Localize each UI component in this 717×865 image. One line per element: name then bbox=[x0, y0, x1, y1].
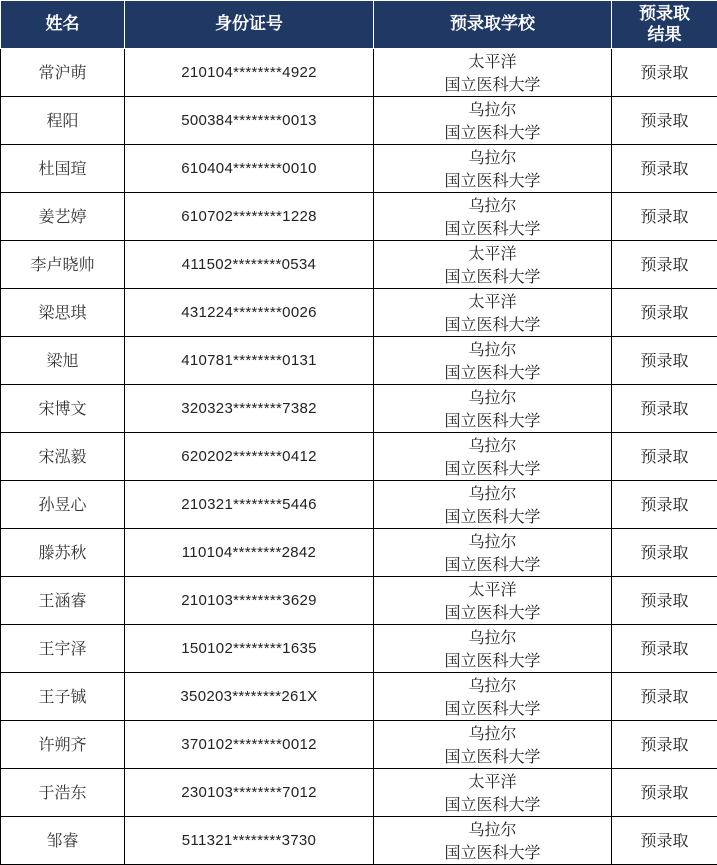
header-name: 姓名 bbox=[1, 1, 125, 49]
id-number-cell: 110104********2842 bbox=[125, 529, 374, 577]
id-number-cell: 350203********261X bbox=[125, 673, 374, 721]
table-row bbox=[1, 625, 717, 673]
student-name-cell: 梁旭 bbox=[1, 337, 125, 385]
school-name-line2: 国立医科大学 bbox=[444, 650, 541, 670]
school-name-line2: 国立医科大学 bbox=[444, 362, 541, 382]
school-cell bbox=[374, 673, 612, 721]
table-row bbox=[1, 241, 717, 289]
table-row bbox=[1, 385, 717, 433]
result-cell: 预录取 bbox=[612, 49, 717, 97]
table-row bbox=[1, 337, 717, 385]
school-name-line2: 国立医科大学 bbox=[444, 698, 541, 718]
table-row bbox=[1, 49, 717, 97]
school-name-line2: 国立医科大学 bbox=[444, 842, 541, 862]
result-cell: 预录取 bbox=[612, 385, 717, 433]
school-name-line1: 乌拉尔 bbox=[468, 147, 517, 167]
school-name-line1: 乌拉尔 bbox=[468, 99, 517, 119]
student-name-cell: 邹睿 bbox=[1, 817, 125, 865]
school-name-line2: 国立医科大学 bbox=[444, 410, 541, 430]
school-name-line1: 乌拉尔 bbox=[468, 531, 517, 551]
student-name-cell: 姜艺婷 bbox=[1, 193, 125, 241]
table-row bbox=[1, 193, 717, 241]
school-name-line1: 太平洋 bbox=[468, 771, 517, 791]
school-name-line1: 乌拉尔 bbox=[468, 195, 517, 215]
id-number-cell: 511321********3730 bbox=[125, 817, 374, 865]
id-number-cell: 210104********4922 bbox=[125, 49, 374, 97]
student-name-cell: 程阳 bbox=[1, 97, 125, 145]
table-row bbox=[1, 577, 717, 625]
id-number-cell: 431224********0026 bbox=[125, 289, 374, 337]
table-header bbox=[1, 1, 717, 49]
result-cell: 预录取 bbox=[612, 433, 717, 481]
result-cell: 预录取 bbox=[612, 97, 717, 145]
school-name-line2: 国立医科大学 bbox=[444, 218, 541, 238]
id-number-cell: 410781********0131 bbox=[125, 337, 374, 385]
result-cell: 预录取 bbox=[612, 193, 717, 241]
school-cell bbox=[374, 337, 612, 385]
table-row bbox=[1, 145, 717, 193]
school-cell bbox=[374, 433, 612, 481]
school-cell bbox=[374, 49, 612, 97]
school-cell bbox=[374, 625, 612, 673]
school-cell bbox=[374, 193, 612, 241]
student-name-cell: 杜国瑄 bbox=[1, 145, 125, 193]
school-name-line1: 乌拉尔 bbox=[468, 435, 517, 455]
student-name-cell: 常沪萌 bbox=[1, 49, 125, 97]
table-row bbox=[1, 529, 717, 577]
header-result-line2: 结果 bbox=[647, 24, 682, 45]
student-name-cell: 孙昱心 bbox=[1, 481, 125, 529]
school-name-line2: 国立医科大学 bbox=[444, 314, 541, 334]
school-name-line1: 乌拉尔 bbox=[468, 819, 517, 839]
school-cell bbox=[374, 529, 612, 577]
school-name-line2: 国立医科大学 bbox=[444, 602, 541, 622]
result-cell: 预录取 bbox=[612, 145, 717, 193]
header-row bbox=[1, 1, 717, 49]
school-name-line1: 乌拉尔 bbox=[468, 723, 517, 743]
school-cell bbox=[374, 481, 612, 529]
header-result bbox=[612, 1, 717, 49]
id-number-cell: 150102********1635 bbox=[125, 625, 374, 673]
school-name-line1: 太平洋 bbox=[468, 51, 517, 71]
id-number-cell: 210321********5446 bbox=[125, 481, 374, 529]
id-number-cell: 620202********0412 bbox=[125, 433, 374, 481]
id-number-cell: 230103********7012 bbox=[125, 769, 374, 817]
school-cell bbox=[374, 817, 612, 865]
student-name-cell: 王宇泽 bbox=[1, 625, 125, 673]
school-cell bbox=[374, 289, 612, 337]
result-cell: 预录取 bbox=[612, 337, 717, 385]
result-cell: 预录取 bbox=[612, 769, 717, 817]
school-cell bbox=[374, 97, 612, 145]
header-school: 预录取学校 bbox=[374, 1, 612, 49]
school-name-line1: 太平洋 bbox=[468, 291, 517, 311]
school-cell bbox=[374, 577, 612, 625]
student-name-cell: 滕苏秋 bbox=[1, 529, 125, 577]
school-name-line2: 国立医科大学 bbox=[444, 794, 541, 814]
result-cell: 预录取 bbox=[612, 529, 717, 577]
result-cell: 预录取 bbox=[612, 481, 717, 529]
student-name-cell: 许朔齐 bbox=[1, 721, 125, 769]
table-row bbox=[1, 769, 717, 817]
table-row bbox=[1, 289, 717, 337]
school-name-line2: 国立医科大学 bbox=[444, 506, 541, 526]
school-name-line1: 乌拉尔 bbox=[468, 339, 517, 359]
id-number-cell: 610702********1228 bbox=[125, 193, 374, 241]
school-name-line2: 国立医科大学 bbox=[444, 554, 541, 574]
school-name-line1: 太平洋 bbox=[468, 579, 517, 599]
school-cell bbox=[374, 385, 612, 433]
result-cell: 预录取 bbox=[612, 577, 717, 625]
school-name-line1: 乌拉尔 bbox=[468, 627, 517, 647]
school-name-line2: 国立医科大学 bbox=[444, 266, 541, 286]
school-name-line1: 太平洋 bbox=[468, 243, 517, 263]
table-row bbox=[1, 817, 717, 865]
school-name-line2: 国立医科大学 bbox=[444, 458, 541, 478]
school-name-line2: 国立医科大学 bbox=[444, 122, 541, 142]
table-row bbox=[1, 673, 717, 721]
school-name-line1: 乌拉尔 bbox=[468, 675, 517, 695]
table-row bbox=[1, 97, 717, 145]
result-cell: 预录取 bbox=[612, 817, 717, 865]
student-name-cell: 王涵睿 bbox=[1, 577, 125, 625]
id-number-cell: 411502********0534 bbox=[125, 241, 374, 289]
header-id: 身份证号 bbox=[125, 1, 374, 49]
result-cell: 预录取 bbox=[612, 625, 717, 673]
id-number-cell: 610404********0010 bbox=[125, 145, 374, 193]
header-result-line1: 预录取 bbox=[639, 3, 690, 24]
table-row bbox=[1, 481, 717, 529]
result-cell: 预录取 bbox=[612, 289, 717, 337]
id-number-cell: 210103********3629 bbox=[125, 577, 374, 625]
school-name-line1: 乌拉尔 bbox=[468, 387, 517, 407]
id-number-cell: 370102********0012 bbox=[125, 721, 374, 769]
school-cell bbox=[374, 145, 612, 193]
student-name-cell: 于浩东 bbox=[1, 769, 125, 817]
id-number-cell: 500384********0013 bbox=[125, 97, 374, 145]
table-row bbox=[1, 721, 717, 769]
student-name-cell: 宋泓毅 bbox=[1, 433, 125, 481]
result-cell: 预录取 bbox=[612, 721, 717, 769]
result-cell: 预录取 bbox=[612, 673, 717, 721]
student-name-cell: 梁思琪 bbox=[1, 289, 125, 337]
id-number-cell: 320323********7382 bbox=[125, 385, 374, 433]
student-name-cell: 李卢晓帅 bbox=[1, 241, 125, 289]
table-row bbox=[1, 433, 717, 481]
table-body bbox=[1, 49, 717, 865]
result-cell: 预录取 bbox=[612, 241, 717, 289]
school-name-line2: 国立医科大学 bbox=[444, 74, 541, 94]
school-cell bbox=[374, 721, 612, 769]
school-cell bbox=[374, 769, 612, 817]
school-name-line2: 国立医科大学 bbox=[444, 746, 541, 766]
school-cell bbox=[374, 241, 612, 289]
school-name-line2: 国立医科大学 bbox=[444, 170, 541, 190]
school-name-line1: 乌拉尔 bbox=[468, 483, 517, 503]
student-name-cell: 王子铖 bbox=[1, 673, 125, 721]
student-name-cell: 宋博文 bbox=[1, 385, 125, 433]
